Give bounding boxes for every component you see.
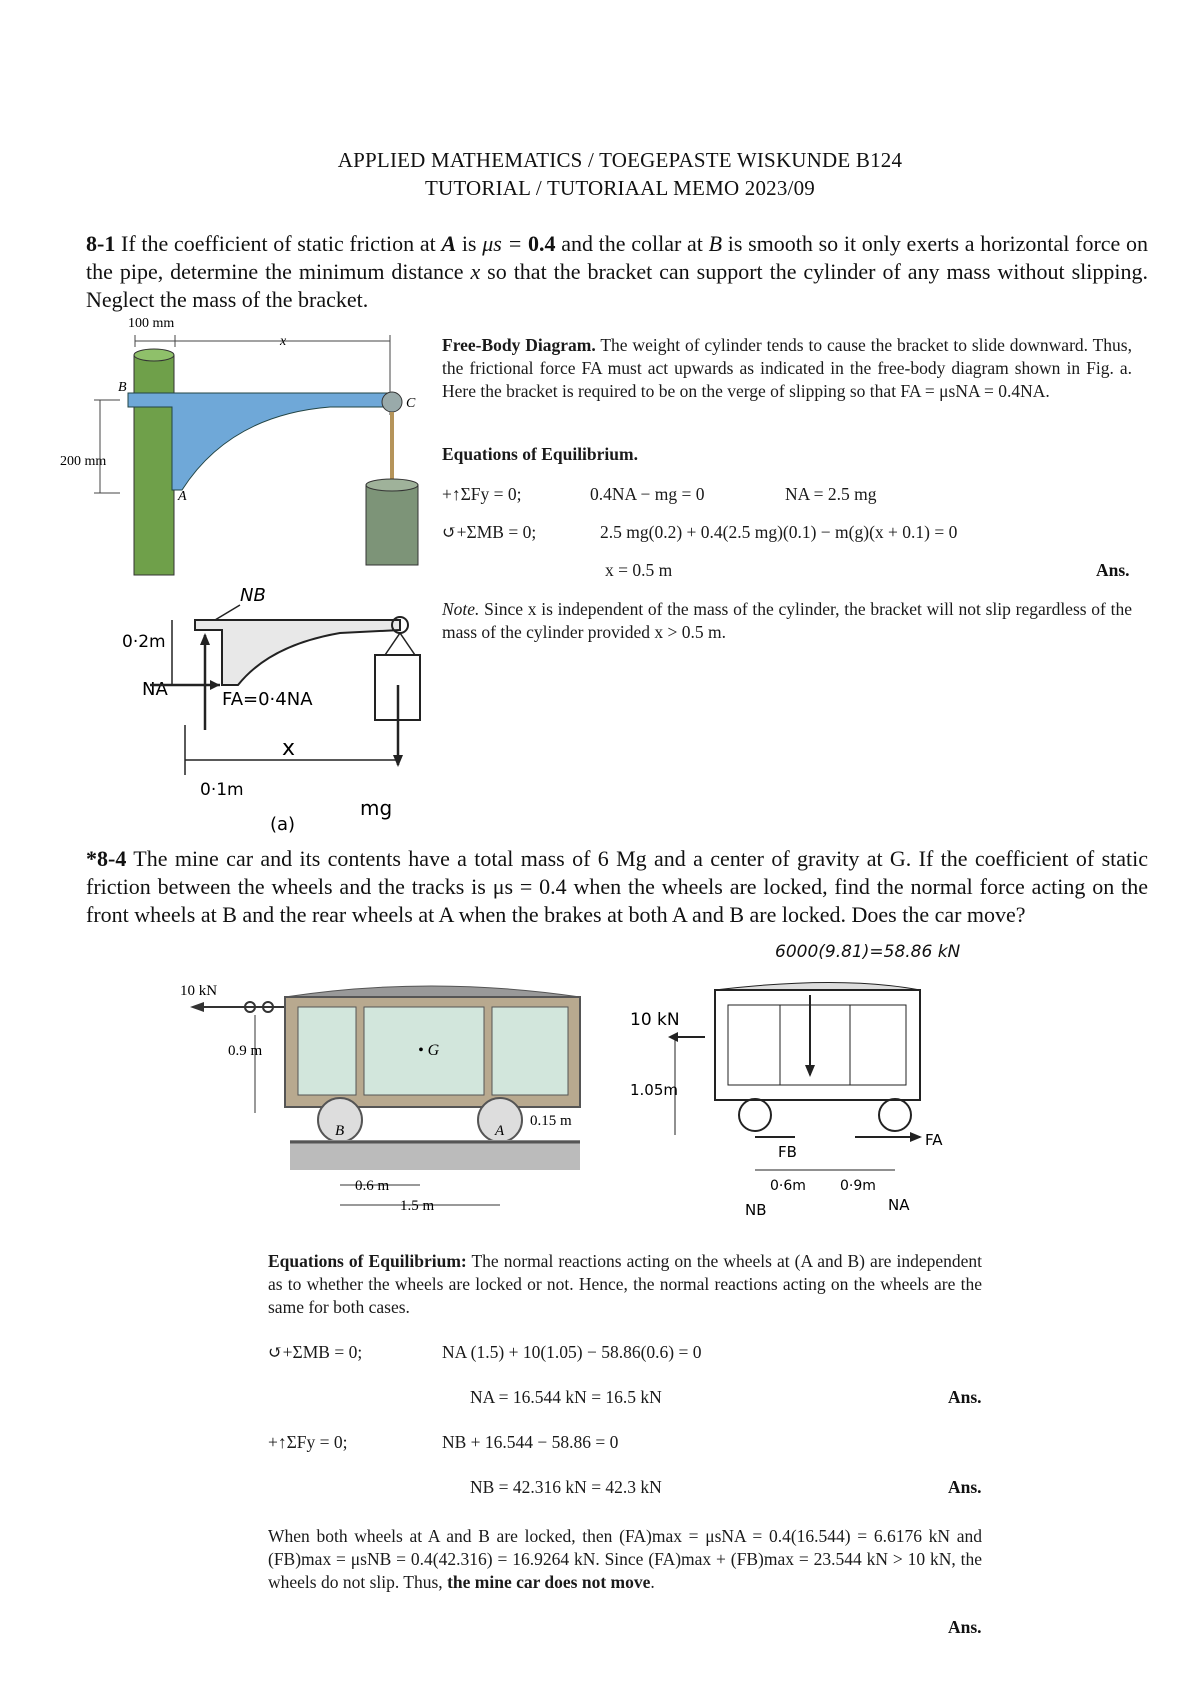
sol-8-1-fbd-text: Free-Body Diagram. The weight of cylinder tends to cause the bracket to slide downward. Thus, the frictional force FA must act upwards as indicated in the free-body diagram shown in Fig. a. Here the bracket is required to be on the verge of slipping so that FA = μsNA = 0.4NA. (442, 335, 1132, 401)
ans-NB: Ans. (948, 1477, 982, 1497)
pipe (134, 355, 174, 575)
fbd-car-body (715, 990, 920, 1100)
pulley (382, 392, 402, 412)
eq3: x = 0.5 m (605, 560, 673, 580)
fbd-bracket (195, 620, 400, 685)
sol-8-1-note: Note. Since x is independent of the mass of the cylinder, the bracket will not slip regardless of the mass of the cylinder provided x > 0.5 m. (442, 599, 1132, 642)
radius-label: 0.15 m (530, 1113, 572, 1129)
fbd-NB-label-car: NB (745, 1201, 767, 1219)
fbd-NA-label-car: NA (888, 1196, 910, 1214)
ans-8-1: Ans. (1096, 560, 1130, 580)
fbd-06-label: 0·6m (770, 1178, 806, 1194)
force-label: 10 kN (180, 983, 218, 999)
fbd-FA-label: FA=0·4NA (222, 689, 313, 710)
fbd-NA-label: NA (142, 679, 168, 700)
header-line-1: APPLIED MATHEMATICS / TOEGEPASTE WISKUNDE B124 (337, 148, 903, 172)
fbd-NB-label: NB (240, 585, 266, 606)
eq2-mid: 2.5 mg(0.2) + 0.4(2.5 mg)(0.1) − m(g)(x + 0.1) = 0 (600, 522, 958, 542)
svg-text:A: A (495, 1123, 505, 1139)
problem-number: 8-1 (86, 231, 116, 256)
fbd-FB-label: FB (778, 1143, 797, 1161)
track (290, 1140, 580, 1170)
fbd-mg-label: mg (360, 796, 393, 820)
height-label: 0.9 m (228, 1043, 263, 1059)
e1-left: ↺+ΣMB = 0; (268, 1342, 363, 1362)
label-G: • G (418, 1042, 440, 1059)
e2: NA = 16.544 kN = 16.5 kN (470, 1387, 662, 1407)
fbd-105-label: 1.05m (630, 1081, 679, 1099)
e4: NB = 42.316 kN = 42.3 kN (470, 1477, 662, 1497)
fbd-force-label: 10 kN (630, 1010, 680, 1030)
ans-NA: Ans. (948, 1387, 982, 1407)
fbd-01-label: 0·1m (200, 780, 244, 800)
problem-8-4-statement: *8-4 The mine car and its contents have a total mass of 6 Mg and a center of gravity at G. If the coefficient of static friction between the wheels and the tracks is μs = 0.4 when the wheels are locked, find the normal force acting on the front wheels at B and the rear wheels at A when the brakes at both A and B are locked. Does the car move? (86, 846, 1148, 927)
fbd-09-label: 0·9m (840, 1178, 876, 1194)
bracket-fbd (110, 585, 440, 835)
e1-right: NA (1.5) + 10(1.05) − 58.86(0.6) = 0 (442, 1342, 702, 1362)
eq1-left: +↑ΣFy = 0; (442, 484, 522, 504)
mine-car-fbd (620, 965, 970, 1225)
mine-car-figure (180, 975, 590, 1230)
eq1-right: NA = 2.5 mg (785, 484, 877, 504)
problem-8-1-statement: 8-1 If the coefficient of static friction at A is μs = 0.4 and the collar at B is smooth so it only exerts a horizontal force on the pipe, determine the minimum distance x so that the bracket can support the cylinder of any mass without slipping. Neglect the mass of the bracket. (86, 231, 1148, 312)
problem-number-8-4: *8-4 (86, 846, 127, 871)
label-C: C (406, 396, 416, 411)
svg-text:B: B (335, 1123, 345, 1139)
dim-15: 1.5 m (400, 1198, 435, 1214)
cylinder (366, 485, 418, 565)
dim-x-label: x (280, 334, 287, 349)
fbd-02-label: 0·2m (122, 632, 166, 652)
eq2-left: ↺+ΣMB = 0; (442, 522, 537, 542)
e3-right: NB + 16.544 − 58.86 = 0 (442, 1432, 619, 1452)
dim-06: 0.6 m (355, 1178, 390, 1194)
eq1-mid: 0.4NA − mg = 0 (590, 484, 705, 504)
header-line-2: TUTORIAL / TUTORIAAL MEMO 2023/09 (424, 176, 816, 200)
sol-8-1-eq-head: Equations of Equilibrium. (442, 444, 638, 464)
fbd-FA-label-car: FA (925, 1131, 943, 1149)
sol-8-4-final: When both wheels at A and B are locked, then (FA)max = μsNA = 0.4(16.544) = 6.6176 kN and (FB)max = μsNB = 0.4(42.316) = 16.9264 kN. Since (FA)max + (FB)max = 23.544 kN > 10 kN, the wheels do not slip. Thus, the mine car does not move. (268, 1526, 982, 1592)
fbd-caption: (a) (270, 814, 296, 835)
e3-left: +↑ΣFy = 0; (268, 1432, 348, 1452)
label-B: B (118, 380, 127, 395)
bracket-figure (60, 315, 430, 575)
sol-8-4-text: Equations of Equilibrium: The normal reactions acting on the wheels at (A and B) are independent as to whether the wheels are locked or not. Hence, the normal reactions acting on the wheels are the same for both cases. (268, 1251, 982, 1317)
weight-note: 6000(9.81)=58.86 kN (775, 942, 961, 962)
fbd-x-label: x (282, 736, 296, 761)
label-A: A (178, 489, 187, 504)
dim-100-label: 100 mm (128, 316, 175, 331)
dim-200-label: 200 mm (60, 454, 107, 469)
ans-final: Ans. (948, 1617, 982, 1637)
